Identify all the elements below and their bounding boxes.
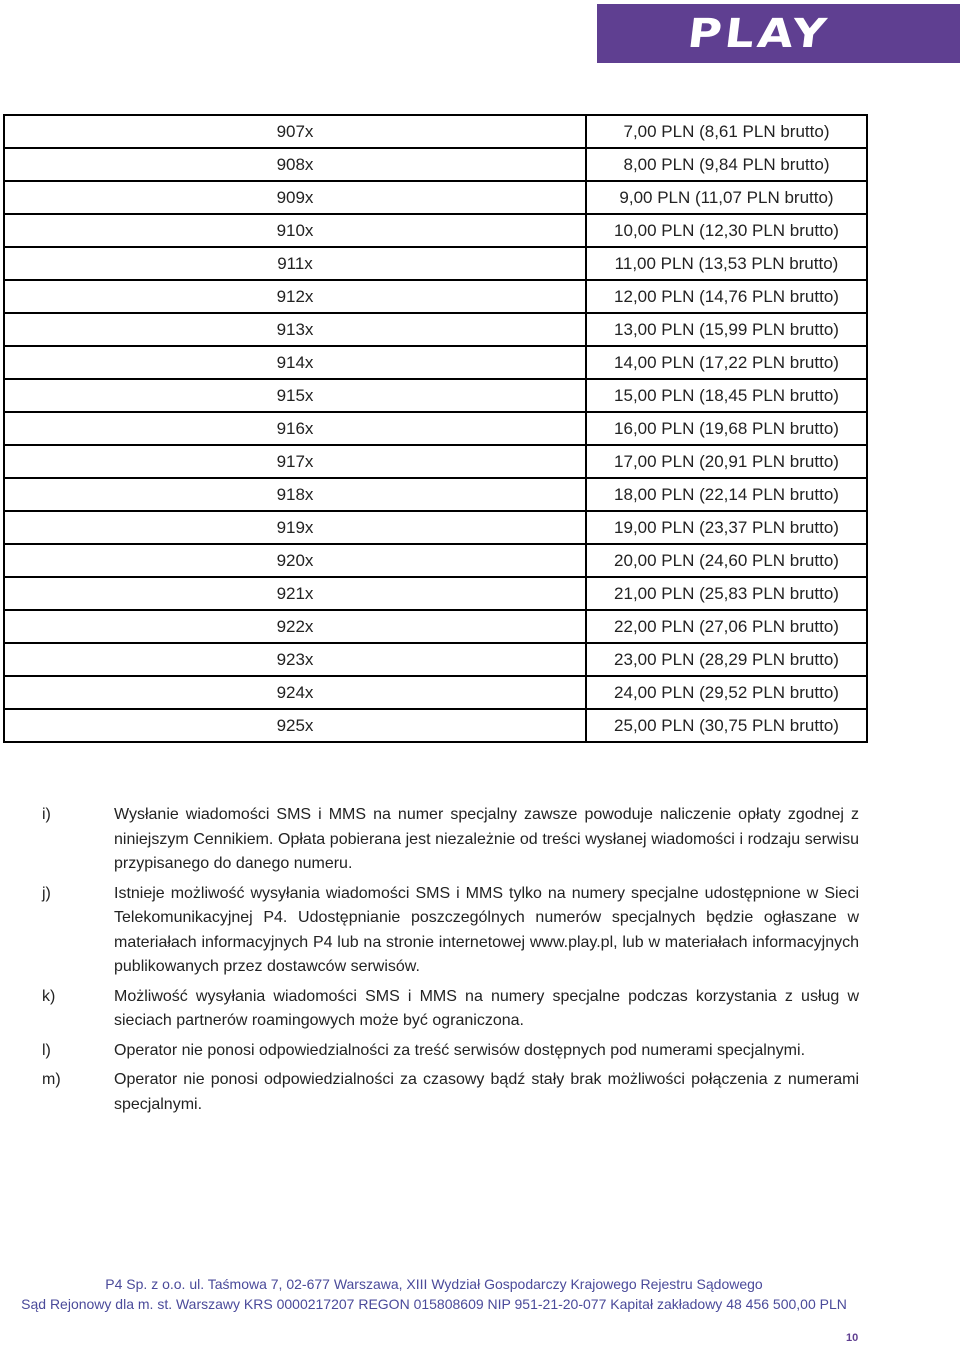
- price-cell: 24,00 PLN (29,52 PLN brutto): [586, 676, 867, 709]
- special-number-cell: 907x: [4, 115, 586, 148]
- footer-registry-line: Sąd Rejonowy dla m. st. Warszawy KRS 0000217207 REGON 015808609 NIP 951-21-20-077 Kapitał zakładowy 48 456 500,00 PLN: [21, 1296, 847, 1312]
- special-number-cell: 921x: [4, 577, 586, 610]
- special-number-cell: 911x: [4, 247, 586, 280]
- special-number-cell: 909x: [4, 181, 586, 214]
- special-number-cell: 925x: [4, 709, 586, 742]
- table-row: [4, 181, 867, 214]
- footer-company-line: P4 Sp. z o.o. ul. Taśmowa 7, 02-677 Warszawa, XIII Wydział Gospodarczy Krajowego Rejestru Sądowego: [105, 1276, 763, 1292]
- price-cell: 9,00 PLN (11,07 PLN brutto): [586, 181, 867, 214]
- special-number-cell: 916x: [4, 412, 586, 445]
- price-cell: 16,00 PLN (19,68 PLN brutto): [586, 412, 867, 445]
- table-row: [4, 610, 867, 643]
- price-cell: 23,00 PLN (28,29 PLN brutto): [586, 643, 867, 676]
- price-cell: 10,00 PLN (12,30 PLN brutto): [586, 214, 867, 247]
- table-row: [4, 115, 867, 148]
- note-text: Operator nie ponosi odpowiedzialności za czasowy bądź stały brak możliwości połączenia z numerami specjalnymi.: [114, 1071, 859, 1113]
- logo-text: PLAY: [685, 10, 832, 57]
- table-row: [4, 643, 867, 676]
- special-number-cell: 915x: [4, 379, 586, 412]
- price-cell: 11,00 PLN (13,53 PLN brutto): [586, 247, 867, 280]
- special-number-cell: 913x: [4, 313, 586, 346]
- special-number-cell: 912x: [4, 280, 586, 313]
- price-cell: 8,00 PLN (9,84 PLN brutto): [586, 148, 867, 181]
- special-number-cell: 910x: [4, 214, 586, 247]
- note-label: j): [42, 884, 51, 902]
- special-number-cell: 917x: [4, 445, 586, 478]
- special-number-cell: 920x: [4, 544, 586, 577]
- special-number-cell: 919x: [4, 511, 586, 544]
- note-text: Wysłanie wiadomości SMS i MMS na numer specjalny zawsze powoduje naliczenie opłaty zgodnej z niniejszym Cennikiem. Opłata pobierana jest niezależnie od treści wysłanej wiadomości i rodzaju serwisu przypisanego do danego numeru.: [114, 806, 859, 872]
- note-text: Operator nie ponosi odpowiedzialności za treść serwisów dostępnych pod numerami specjalnymi.: [114, 1041, 806, 1059]
- table-row: [4, 412, 867, 445]
- price-cell: 19,00 PLN (23,37 PLN brutto): [586, 511, 867, 544]
- price-cell: 12,00 PLN (14,76 PLN brutto): [586, 280, 867, 313]
- table-row: [4, 676, 867, 709]
- price-cell: 17,00 PLN (20,91 PLN brutto): [586, 445, 867, 478]
- note-label: l): [42, 1041, 51, 1059]
- table-row: [4, 280, 867, 313]
- special-number-cell: 924x: [4, 676, 586, 709]
- note-text: Możliwość wysyłania wiadomości SMS i MMS na numery specjalne podczas korzystania z usług w sieciach partnerów roamingowych może być ograniczona.: [114, 987, 859, 1029]
- note-item: [42, 882, 859, 980]
- note-label: k): [42, 987, 56, 1005]
- price-cell: 20,00 PLN (24,60 PLN brutto): [586, 544, 867, 577]
- special-number-cell: 923x: [4, 643, 586, 676]
- table-row: [4, 379, 867, 412]
- table-row: [4, 313, 867, 346]
- price-cell: 25,00 PLN (30,75 PLN brutto): [586, 709, 867, 742]
- note-item: [42, 1068, 859, 1117]
- table-row: [4, 478, 867, 511]
- table-row: [4, 247, 867, 280]
- rates-table-body: [4, 115, 867, 742]
- special-number-cell: 918x: [4, 478, 586, 511]
- note-item: [42, 985, 859, 1034]
- note-label: m): [42, 1071, 61, 1088]
- rates-table: [3, 114, 868, 743]
- note-label: i): [42, 806, 51, 823]
- table-row: [4, 445, 867, 478]
- note-item: [42, 803, 859, 877]
- table-row: [4, 544, 867, 577]
- price-cell: 14,00 PLN (17,22 PLN brutto): [586, 346, 867, 379]
- special-number-cell: 908x: [4, 148, 586, 181]
- table-row: [4, 148, 867, 181]
- special-number-cell: 914x: [4, 346, 586, 379]
- price-cell: 18,00 PLN (22,14 PLN brutto): [586, 478, 867, 511]
- price-cell: 7,00 PLN (8,61 PLN brutto): [586, 115, 867, 148]
- price-cell: 13,00 PLN (15,99 PLN brutto): [586, 313, 867, 346]
- price-cell: 15,00 PLN (18,45 PLN brutto): [586, 379, 867, 412]
- table-row: [4, 577, 867, 610]
- price-cell: 21,00 PLN (25,83 PLN brutto): [586, 577, 867, 610]
- table-row: [4, 709, 867, 742]
- special-number-cell: 922x: [4, 610, 586, 643]
- note-item: [42, 1039, 859, 1064]
- table-row: [4, 214, 867, 247]
- table-row: [4, 511, 867, 544]
- play-logo: [597, 4, 960, 63]
- notes-list: [42, 803, 859, 1122]
- page-number: 10: [846, 1332, 859, 1344]
- note-text: Istnieje możliwość wysyłania wiadomości SMS i MMS tylko na numery specjalne udostępnione w Sieci Telekomunikacyjnej P4. Udostępnianie poszczególnych numerów specjalnych będzie ogłaszane w materiałach informacyjnych P4 lub na stronie internetowej www.play.pl, lub w materiałach informacyjnych publikowanych przez dostawców serwisów.: [114, 884, 859, 975]
- table-row: [4, 346, 867, 379]
- price-cell: 22,00 PLN (27,06 PLN brutto): [586, 610, 867, 643]
